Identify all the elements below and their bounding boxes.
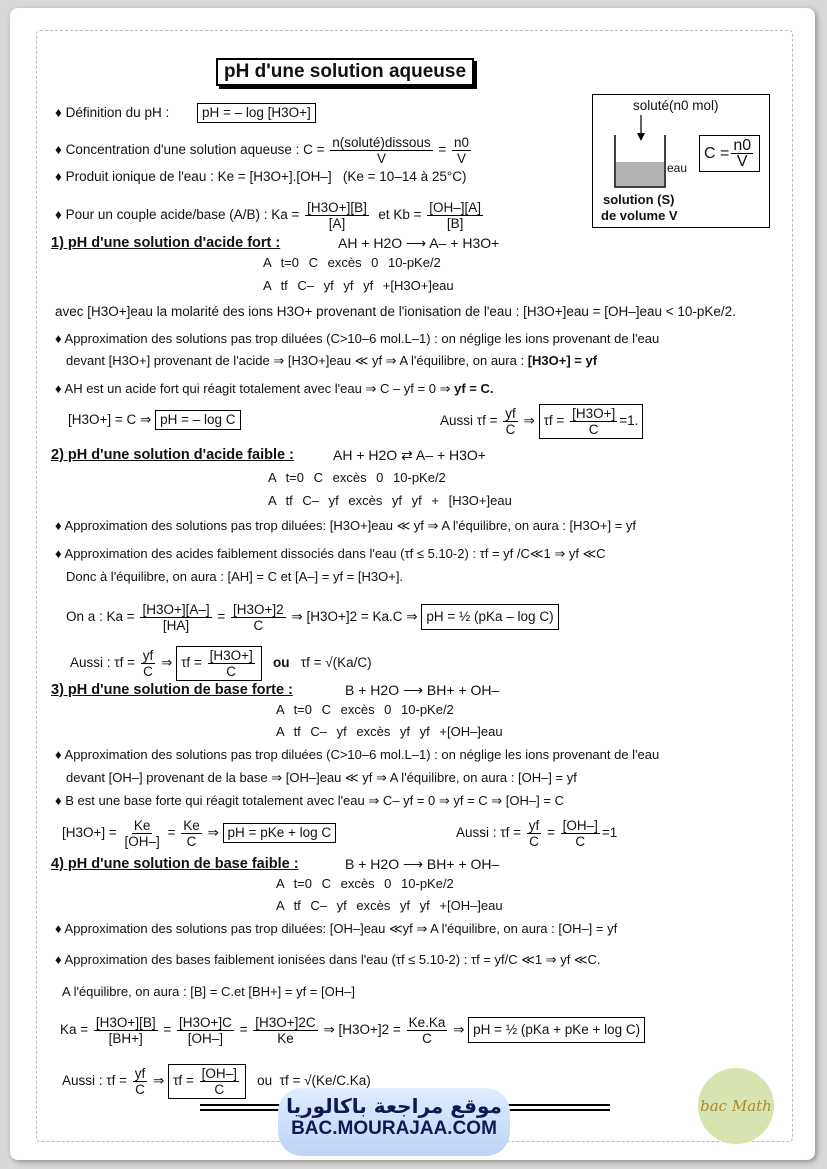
- definition-formula: pH = – log [H3O+]: [197, 103, 316, 123]
- ke-label: Produit ionique de l'eau : Ke = [H3O+].[OH–]: [65, 169, 332, 184]
- section-2-ka-derivation: On a : Ka = $\frac{[H3O+][A-]}{[HA]}$ = $\frac{[H3O+]2}{C}$ ⇒ [H3O+]2 = Ka.C ⇒ pH = ½ (pKa – log C): [66, 602, 559, 633]
- section-4-ka-derivation: Ka = $\frac{[H3O+][B]}{[BH+]}$ = $\frac{[H3O+]C}{[OH-]}$ = $\frac{[H3O+]2C}{Ke}$ ⇒ [H3O+]2 = $\frac{Ke.Ka}{C}$ ⇒ pH = ½ (pKa + pKe + log C): [60, 1015, 645, 1046]
- aussi-fraction: [133, 1066, 148, 1097]
- aussi-box-fraction: [570, 406, 617, 437]
- aussi-end: =1: [601, 825, 618, 841]
- fraction-denominator: C: [575, 834, 586, 849]
- section-3-aussi: Aussi : τf = $\frac{yf}{C}$ = $\frac{[OH-]}{C}$ =1: [456, 818, 618, 849]
- section-1-result: [68, 410, 241, 430]
- aussi-box: τf = $\frac{[H3O+]}{C}$: [176, 646, 262, 681]
- aussi-box: τf = $\frac{[H3O+]}{C}$ =1.: [539, 404, 644, 439]
- section-2-approx-1: ♦ Approximation des solutions pas trop diluées: [H3O+]eau ≪ yf ⇒ A l'équilibre, on aura : [H3O+] = yf: [55, 518, 637, 533]
- aussi-fraction-2: [561, 818, 600, 849]
- aussi-label: Aussi : τf =: [70, 655, 135, 671]
- fraction-numerator: [H3O+]2C: [255, 1015, 316, 1030]
- fraction-denominator: C: [135, 1082, 145, 1097]
- section-2-table-row-1: A t=0 C excès 0 10-pKe/2: [268, 470, 446, 485]
- approx-text: Approximation des acides faiblement dissociés dans l'eau (τf ≤ 5.10-2) : τf = yf /C≪1 ⇒ yf ≪C: [64, 546, 606, 561]
- fraction-denominator: [B]: [446, 216, 464, 231]
- volume-label: de volume V: [601, 208, 678, 223]
- fraction-denominator: C: [186, 834, 197, 849]
- aussi-label: Aussi : τf =: [62, 1073, 127, 1089]
- ka-label: Ka =: [60, 1022, 89, 1038]
- ka-fraction-2: [177, 1015, 234, 1046]
- ka-fraction-1: [140, 602, 211, 633]
- fraction-numerator: [OH–]: [562, 818, 598, 833]
- fraction-denominator: C: [422, 1031, 432, 1046]
- fraction-numerator: yf: [134, 1066, 146, 1081]
- fraction-denominator: C: [214, 1082, 225, 1097]
- concentration-fraction: [330, 135, 432, 166]
- ke-line: ♦ Produit ionique de l'eau : Ke = [H3O+].[OH–] (Ke = 10–14 à 25°C): [55, 169, 467, 184]
- aussi-end: =1.: [619, 413, 639, 429]
- ph-weak-acid-formula: pH = ½ (pKa – log C): [421, 604, 558, 630]
- fraction-denominator: C: [143, 664, 153, 679]
- section-2-table-row-2: A tf C– yf excès yf yf + [H3O+]eau: [268, 493, 512, 508]
- approx-text: Approximation des solutions pas trop diluées (C>10–6 mol.L–1) : on néglige les ions provenant de l'eau: [64, 747, 660, 762]
- concentration-label: Concentration d'une solution aqueuse : C =: [65, 142, 325, 158]
- fraction-denominator: [OH–]: [187, 1031, 224, 1046]
- ka-fraction-3: [253, 1015, 317, 1046]
- fraction-numerator: n0: [453, 135, 470, 150]
- heading-text: 3) pH d'une solution de base forte :: [51, 682, 293, 698]
- heading-text: 4) pH d'une solution de base faible :: [51, 856, 299, 872]
- eau-label: eau: [667, 161, 688, 175]
- beaker-diagram: [592, 94, 770, 228]
- definition-label: Définition du pH :: [65, 105, 170, 120]
- page-title: pH d'une solution aqueuse: [216, 58, 474, 86]
- fraction-denominator: [HA]: [162, 618, 190, 633]
- fraction-numerator: [H3O+][B]: [95, 1015, 156, 1030]
- fraction-numerator: [H3O+]: [209, 648, 253, 663]
- ka-fraction-4: [407, 1015, 448, 1046]
- approx-text: Approximation des bases faiblement ionisées dans l'eau (τf ≤ 5.10-2) : τf = yf/C ≪1 ⇒ yf ≪C.: [64, 952, 601, 967]
- fraction-numerator: yf: [528, 818, 540, 833]
- section-2-reaction: AH + H2O ⇄ A– + H3O+: [333, 447, 486, 463]
- fraction-numerator: n0: [733, 137, 752, 154]
- aussi-fraction: [527, 818, 542, 849]
- section-3-table-row-1: A t=0 C excès 0 10-pKe/2: [276, 702, 454, 717]
- fraction-numerator: Ke.Ka: [408, 1015, 446, 1030]
- ka-middle: ⇒ [H3O+]2 =: [323, 1022, 401, 1038]
- section-3-approx-2: devant [OH–] provenant de la base ⇒ [OH–]eau ≪ yf ⇒ A l'équilibre, on aura : [OH–] = yf: [66, 770, 577, 785]
- fraction-denominator: V: [736, 153, 748, 170]
- section-3-reaction: B + H2O ⟶ BH+ + OH–: [345, 682, 500, 698]
- ph-weak-base-formula: pH = ½ (pKa + pKe + log C): [468, 1017, 645, 1043]
- strong-acid-text: AH est un acide fort qui réagit totalement avec l'eau ⇒ C – yf = 0 ⇒: [64, 381, 451, 396]
- section-4-equilibre: A l'équilibre, on aura : [B] = C.et [BH+] = yf = [OH–]: [62, 984, 355, 999]
- approx-text: Approximation des solutions pas trop diluées: [OH–]eau ≪yf ⇒ A l'équilibre, on aura : [OH–] = yf: [64, 921, 618, 936]
- strong-acid-result: yf = C.: [454, 381, 494, 396]
- ka-line: ♦ Pour un couple acide/base (A/B) : Ka = $\frac{[H3O+][B]}{[A]}$ et Kb = $\frac{[OH-][A]}{[B]}$: [55, 200, 482, 231]
- ou-label: ou: [257, 1073, 273, 1089]
- fraction-denominator: C: [226, 664, 237, 679]
- ka-label: On a : Ka =: [66, 609, 135, 625]
- aussi-box-fraction: [200, 1066, 239, 1097]
- fraction-numerator: yf: [505, 406, 516, 421]
- concentration-formula-box: [699, 135, 760, 172]
- aussi-box-fraction: [208, 648, 255, 679]
- fraction-denominator: [OH–]: [124, 834, 160, 849]
- site-badge[interactable]: [278, 1088, 510, 1156]
- fraction-numerator: Ke: [183, 818, 200, 833]
- section-3-heading: [51, 681, 293, 699]
- aussi-label: Aussi : τf =: [456, 825, 521, 841]
- section-4-table-row-1: A t=0 C excès 0 10-pKe/2: [276, 876, 454, 891]
- fraction-denominator: C: [588, 422, 599, 437]
- site-arabic-name: موقع مراجعة باكالوريا: [286, 1094, 502, 1118]
- section-2-aussi: Aussi : τf = $\frac{yf}{C}$ ⇒ τf = $\frac{[H3O+]}{C}$ ou τf = √(Ka/C): [70, 648, 372, 679]
- approx-text: devant [H3O+] provenant de l'acide ⇒ [H3O+]eau ≪ yf ⇒ A l'équilibre, on aura :: [66, 353, 525, 368]
- fraction-numerator: [H3O+]C: [178, 1015, 232, 1030]
- section-1-approx-2: [66, 352, 597, 370]
- section-1-reaction: AH + H2O ⟶ A– + H3O+: [338, 235, 500, 251]
- fraction-numerator: [H3O+][B]: [307, 200, 367, 215]
- section-1-approx-1: ♦ Approximation des solutions pas trop diluées (C>10–6 mol.L–1) : on néglige les ions provenant de l'eau: [55, 331, 660, 346]
- result-left: [H3O+] =: [62, 825, 117, 841]
- fraction-numerator: [H3O+]2: [233, 602, 284, 617]
- fraction-denominator: V: [456, 151, 466, 166]
- tau-sqrt-expression: τf = √(Ka/C): [300, 655, 372, 671]
- formula-fraction: [731, 138, 753, 169]
- aussi-label: Aussi τf =: [440, 413, 498, 429]
- section-3-table-row-2: A tf C– yf excès yf yf +[OH–]eau: [276, 724, 503, 739]
- section-1-avec: avec [H3O+]eau la molarité des ions H3O+ provenant de l'ionisation de l'eau : [H3O+]eau = [OH–]eau < 10-pKe/2.: [55, 304, 736, 319]
- fraction-numerator: Ke: [133, 818, 151, 833]
- section-3-result: [H3O+] = $\frac{Ke}{[OH-]}$ = $\frac{Ke}{C}$ ⇒ pH = pKe + log C: [62, 818, 336, 849]
- approx-result: [H3O+] = yf: [527, 353, 598, 368]
- section-4-approx-1: ♦ Approximation des solutions pas trop diluées: [OH–]eau ≪yf ⇒ A l'équilibre, on aura : [OH–] = yf: [55, 921, 618, 936]
- result-fraction-2: [181, 818, 202, 849]
- aussi-fraction: [503, 406, 518, 437]
- kb-fraction: [427, 200, 483, 231]
- section-4-table-row-2: A tf C– yf excès yf yf +[OH–]eau: [276, 898, 503, 913]
- fraction-numerator: [H3O+]: [572, 406, 616, 421]
- heading-text: 2) pH d'une solution d'acide faible :: [51, 447, 294, 463]
- tau-sqrt-expression: τf = √(Ke/C.Ka): [279, 1073, 371, 1089]
- ka-label: Pour un couple acide/base (A/B) : Ka =: [65, 207, 300, 223]
- formula-left: C =: [704, 144, 730, 162]
- ph-strong-base-formula: pH = pKe + log C: [223, 823, 337, 843]
- section-1-aussi: Aussi τf = $\frac{yf}{C}$ ⇒ τf = $\frac{[H3O+]}{C}$ =1.: [440, 404, 643, 439]
- section-3-strong-base: ♦ B est une base forte qui réagit totalement avec l'eau ⇒ C– yf = 0 ⇒ yf = C ⇒ [OH–] = C: [55, 793, 564, 808]
- fraction-denominator: C: [253, 618, 264, 633]
- fraction-numerator: yf: [142, 648, 154, 663]
- approx-text: Approximation des solutions pas trop diluées: [H3O+]eau ≪ yf ⇒ A l'équilibre, on aura : [H3O+] = yf: [64, 518, 637, 533]
- fraction-numerator: n(soluté)dissous: [332, 135, 431, 150]
- section-3-approx-1: ♦ Approximation des solutions pas trop diluées (C>10–6 mol.L–1) : on néglige les ions provenant de l'eau: [55, 747, 660, 762]
- aussi-fraction: [141, 648, 156, 679]
- concentration-fraction-2: [452, 135, 471, 166]
- fraction-denominator: V: [376, 151, 386, 166]
- section-1-table-row-2: A tf C– yf yf yf +[H3O+]eau: [263, 278, 454, 293]
- heading-text: 1) pH d'une solution d'acide fort :: [51, 235, 281, 251]
- section-4-aussi: Aussi : τf = $\frac{yf}{C}$ ⇒ τf = $\frac{[OH-]}{C}$ ou τf = √(Ke/C.Ka): [62, 1066, 371, 1097]
- fraction-denominator: Ke: [277, 1031, 294, 1046]
- ka-middle: ⇒ [H3O+]2 = Ka.C ⇒: [291, 609, 418, 625]
- section-4-heading: [51, 855, 299, 873]
- solution-label: solution (S): [603, 192, 675, 207]
- definition-line: ♦ Définition du pH : pH = – log [H3O+]: [55, 103, 316, 123]
- strong-base-text: B est une base forte qui réagit totalement avec l'eau ⇒ C– yf = 0 ⇒ yf = C ⇒ [OH–] = C: [65, 793, 564, 808]
- kb-label: et Kb =: [378, 207, 422, 223]
- ke-note: (Ke = 10–14 à 25°C): [342, 169, 467, 184]
- solute-label: soluté(n0 mol): [633, 98, 719, 113]
- ou-label: ou: [272, 655, 290, 671]
- approx-text: Approximation des solutions pas trop diluées (C>10–6 mol.L–1) : on néglige les ions provenant de l'eau: [64, 331, 660, 346]
- concentration-line: ♦ Concentration d'une solution aqueuse : C = $\frac{\text{n(soluté)dissous}}{V}$ = $\frac{n0}{V}$: [55, 135, 470, 166]
- fraction-denominator: C: [529, 834, 539, 849]
- section-1-strong-acid: ♦ AH est un acide fort qui réagit totalement avec l'eau ⇒ C – yf = 0 ⇒ yf = C.: [55, 381, 494, 396]
- section-2-donc: Donc à l'équilibre, on aura : [AH] = C et [A–] = yf = [H3O+].: [66, 569, 404, 584]
- section-2-approx-2: ♦ Approximation des acides faiblement dissociés dans l'eau (τf ≤ 5.10-2) : τf = yf /C≪1 ⇒ yf ≪C: [55, 546, 606, 561]
- section-4-reaction: B + H2O ⟶ BH+ + OH–: [345, 856, 500, 872]
- site-url[interactable]: BAC.MOURAJAA.COM: [291, 1118, 497, 1139]
- section-1-table-row-1: A t=0 C excès 0 10-pKe/2: [263, 255, 441, 270]
- fraction-numerator: [OH–]: [201, 1066, 237, 1081]
- ka-fraction-2: [231, 602, 286, 633]
- aussi-box: τf = $\frac{[OH-]}{C}$: [168, 1064, 246, 1099]
- result-fraction-1: [123, 818, 162, 849]
- fraction-numerator: [H3O+][A–]: [142, 602, 210, 617]
- result-left: [H3O+] = C ⇒: [68, 412, 152, 427]
- section-4-approx-2: ♦ Approximation des bases faiblement ionisées dans l'eau (τf ≤ 5.10-2) : τf = yf/C ≪1 ⇒ yf ≪C.: [55, 952, 601, 967]
- bac-math-logo: bac Math: [698, 1068, 774, 1144]
- fraction-denominator: [BH+]: [108, 1031, 143, 1046]
- fraction-numerator: [OH–][A]: [429, 200, 482, 215]
- ka-fraction: [305, 200, 369, 231]
- fraction-denominator: C: [505, 422, 516, 437]
- ka-fraction-1: [94, 1015, 158, 1046]
- section-1-heading: [51, 234, 280, 252]
- section-2-heading: [51, 446, 294, 464]
- fraction-denominator: [A]: [328, 216, 346, 231]
- ph-strong-acid-formula: pH = – log C: [155, 410, 240, 430]
